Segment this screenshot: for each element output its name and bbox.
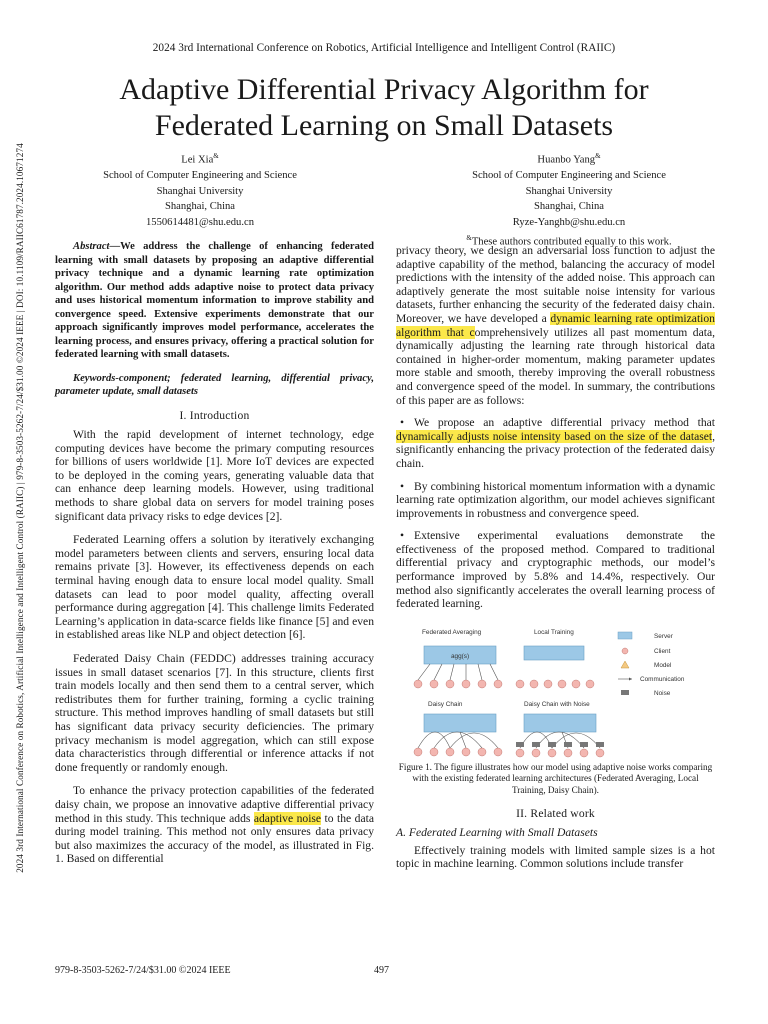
client-icons — [414, 748, 502, 756]
legend-label: Model — [654, 661, 672, 669]
legend-label: Client — [654, 647, 671, 655]
author-email: 1550614481@shu.edu.cn — [145, 216, 255, 228]
left-column — [55, 240, 374, 866]
subsection-heading: A. Federated Learning with Small Datasets — [396, 826, 598, 840]
keywords: Keywords-component; federated learning, differential privacy, parameter update, small datasets — [55, 372, 374, 397]
highlight: adaptive noise — [253, 811, 322, 825]
author-univ: Shanghai University — [525, 185, 613, 197]
paragraph: Federated Daisy Chain (FEDDC) addresses training accuracy issues in small dataset scenarios [7]. In this structure, clients first train models locally and then send them to a central server, which redistributes them for further training, forming a cyclic training structure. This method improves handling of small datasets but still has significant data privacy security deficiencies. The primary privacy mechanism is model aggregation, which can still expose data characteristics through differential or inference attacks if not done frequently or randomly enough. — [55, 652, 374, 774]
noise-icons — [516, 742, 604, 747]
doi-sidebar — [14, 108, 26, 908]
server-icon — [524, 714, 596, 732]
author-name: Lei Xia& — [181, 152, 219, 166]
figure-1 — [396, 620, 715, 760]
right-column — [396, 244, 715, 871]
title-line-1: Adaptive Differential Privacy Algorithm for — [119, 73, 649, 106]
section-heading-introduction: I. Introduction — [179, 408, 250, 422]
highlight: dynamic learning rate optimization algorithm that c — [396, 311, 715, 339]
equal-contribution-note: &These authors contributed equally to this work. — [466, 233, 672, 248]
legend-model-icon — [621, 661, 629, 668]
legend-client-icon — [622, 648, 628, 654]
list-item: • By combining historical momentum information with a dynamic learning rate optimization algorithm, our model achieves significant improvements in robustness and convergence speed. — [396, 480, 715, 521]
figure-caption: Figure 1. The figure illustrates how our model using adaptive noise works comparing with the existing federated learning architectures (Federated Averaging, Local Training, Daisy Chain). — [398, 761, 713, 796]
author-location: Shanghai, China — [533, 201, 605, 213]
author-dept: School of Computer Engineering and Science — [472, 170, 666, 182]
paragraph: With the rapid development of internet technology, edge computing devices have become the primary computing resources for billions of users worldwide [1]. More IoT devices are expected to be deployed in the coming years, generating valuable data that can enhance deep learning models. However, using traditional methods to share global data on servers for model training poses significant data privacy risks to edge devices [2]. — [55, 428, 374, 523]
author-block-2 — [419, 149, 719, 250]
contribution-list — [396, 416, 715, 611]
author-email: Ryze-Yanghb@shu.edu.cn — [512, 216, 626, 228]
title-line-2: Federated Learning on Small Datasets — [154, 109, 614, 142]
communication-lines — [418, 664, 498, 680]
paragraph: Effectively training models with limited sample sizes is a hot topic in machine learning. Common solutions include transfer — [396, 843, 715, 871]
list-item: • We propose an adaptive differential privacy method that dynamically adjusts noise intensity based on the size of the dataset, significantly enhancing the privacy protection of the federated daisy chain. — [396, 416, 715, 470]
client-icons — [414, 680, 502, 688]
communication-lines — [418, 732, 498, 748]
author-dept: School of Computer Engineering and Science — [103, 170, 297, 182]
agg-label: agg(s) — [451, 652, 470, 660]
paragraph: To enhance the privacy protection capabilities of the federated daisy chain, we propose an innovative adaptive differential privacy method in this study. This technique adds adaptive noise to the data during model training. This method not only ensures data privacy but also maximizes the accuracy of the model, as illustrated in Fig. 1. Based on differential — [55, 784, 374, 866]
panel-label-daisy-chain-with-noise: Daisy Chain with Noise — [524, 700, 590, 708]
legend-label: Communication — [640, 675, 685, 683]
legend-noise-icon — [621, 690, 629, 695]
client-icons — [516, 680, 594, 688]
legend-server-icon — [618, 632, 632, 639]
page-number: 497 — [374, 965, 389, 976]
server-icon — [524, 646, 584, 660]
highlight: dynamically adjusts noise intensity based on the size of the dataset — [396, 429, 713, 443]
figure-legend — [618, 632, 685, 697]
footer-copyright: 979-8-3503-5262-7/24/$31.00 ©2024 IEEE — [55, 965, 231, 976]
list-item: • Extensive experimental evaluations demonstrate the effectiveness of the proposed method. Compared to traditional differential privacy and cryptographic methods, our model’s performance improved by 5.8% and 14.4%, respectively. Our method also significantly accelerates the overall learning process of federated learning. — [396, 529, 715, 611]
client-icons — [516, 749, 604, 757]
paper-title — [60, 72, 708, 144]
author-univ: Shanghai University — [156, 185, 244, 197]
section-heading-related-work: II. Related work — [516, 806, 595, 820]
doi-sidebar-text: 2024 3rd International Conference on Robotics, Artificial Intelligence and Intelligent Control (RAIIC) | 979-8-3503-5262-7/24/$31.00 ©2024 IEEE | DOI: 10.1109/RAIIC61787.2024.10671274 — [15, 143, 25, 873]
conference-header: 2024 3rd International Conference on Robotics, Artificial Intelligence and Intelligent Control (RAIIC) — [152, 42, 616, 54]
server-icon — [424, 714, 496, 732]
panel-label-federated-averaging: Federated Averaging — [422, 628, 482, 636]
panel-label-local-training: Local Training — [534, 628, 574, 636]
author-block-1 — [50, 149, 350, 231]
abstract-lead: Abstract — [73, 241, 110, 252]
author-name: Huanbo Yang& — [537, 152, 601, 166]
author-location: Shanghai, China — [164, 201, 236, 213]
paragraph: privacy theory, we design an adversarial loss function to adjust the adaptive capability of the method, balancing the accuracy of model predictions with the intensity of the added noise. This approach can adaptively generate the most suitable noise intensity for various datasets, further enhancing the security of the federated daisy chain. Moreover, we have developed a dynamic learning rate optimization algorithm that comprehensively utilizes all past momentum data, dynamically adjusting the learning rate through historical data contained in higher-order momentum, making parameter updates more stable and smooth, thereby improving the overall robustness and convergence speed of the model. In summary, the contributions of this paper are as follows: — [396, 244, 715, 407]
legend-label: Server — [654, 632, 673, 640]
abstract: Abstract—We address the challenge of enhancing federated learning with small datasets by proposing an adaptive differential privacy technique and a dynamic learning rate optimization algorithm. Our method adds adaptive noise to protect data privacy and uses historical momentum information to improve stability and convergence speed. Extensive experiments demonstrate that our approach significantly improves model performance, accelerates the learning process, and ensures privacy, offering a practical solution for federated learning with small datasets. — [55, 241, 374, 360]
figure-1-diagram — [396, 620, 715, 760]
legend-label: Noise — [654, 689, 671, 697]
panel-label-daisy-chain: Daisy Chain — [428, 700, 463, 708]
paragraph: Federated Learning offers a solution by iteratively exchanging model parameters between clients and servers, ensuring local data remains private [3]. However, its effectiveness depends on each terminal having enough data to ensure local model quality. Small datasets can lead to poor model quality, affecting overall performance during aggregation [4]. This challenge limits Federated Learning’s application in data-scarce fields like finance [5] and even in established areas like NLP and object detection [6]. — [55, 533, 374, 642]
